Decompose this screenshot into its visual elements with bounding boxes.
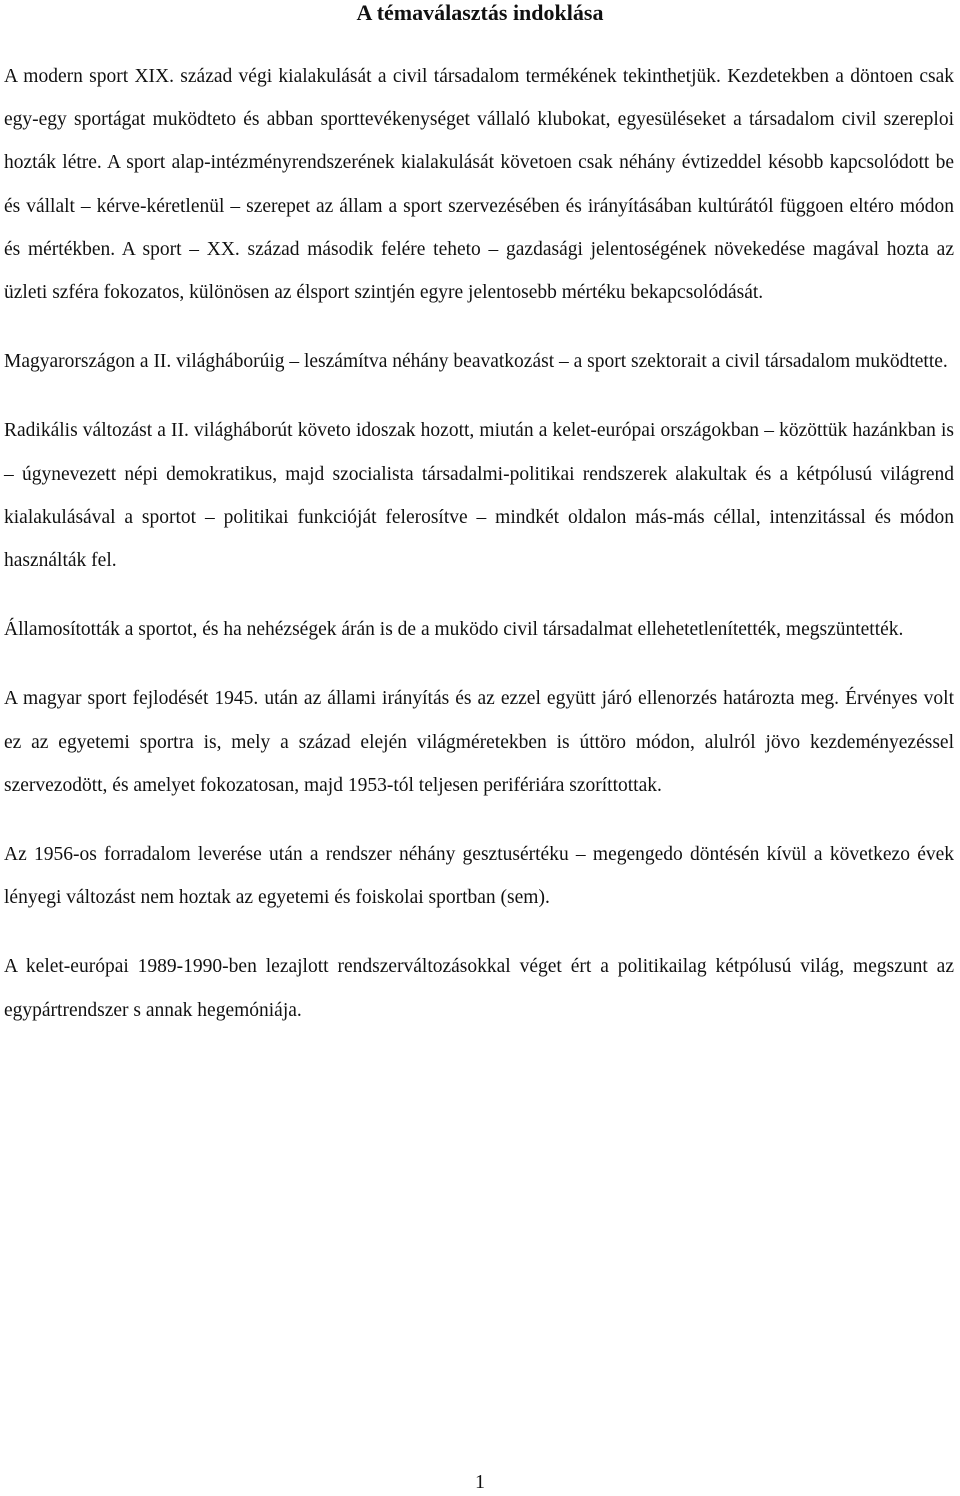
- paragraph-nationalisation: Államosították a sportot, és ha nehézségek árán is de a muködo civil társadalmat ellehetetlenítették, megszüntették.: [4, 619, 904, 641]
- paragraph-hungary-before-ww2: Magyarországon a II. világháborúig – leszámítva néhány beavatkozást – a sport szektorait a civil társadalom muködtette.: [4, 351, 948, 373]
- document-body: [4, 55, 954, 1058]
- paragraph-radical-change: Radikális változást a II. világháborút követo idoszak hozott, miután a kelet-európai országokban – közöttük hazánkban is – úgynevezett népi demokratikus, majd szocialista társadalmi-politikai rendszerek alakultak és a kétpólusú világrend kialakulásával a sportot – politikai funkcióját felerosítve – mindkét oldalon más-más céllal, intenzitással és módon használták fel.: [4, 420, 954, 572]
- document-title: A témaválasztás indoklása: [356, 0, 604, 25]
- paragraph-1956: Az 1956-os forradalom leverése után a rendszer néhány gesztusértéku – megengedo döntésén kívül a következo évek lényegi változást nem hoztak az egyetemi és foiskolai sportban (sem).: [4, 844, 954, 909]
- paragraph-intro: A modern sport XIX. század végi kialakulását a civil társadalom termékének tekinthetjük. Kezdetekben a döntoen csak egy-egy sportágat muködteto és abban sporttevékenységet vállaló klubokat, egyesüléseket a társadalom civil szereploi hozták létre. A sport alap-intézményrendszerének kialakulását követoen csak néhány évtizeddel késobb kapcsolódott be és vállalt – kérve-kéretlenül – szerepet az állam a sport szervezésében és irányításában kultúrától függoen eltéro módon és mértékben. A sport – XX. század második felére teheto – gazdasági jelentoségének növekedése magával hozta az üzleti szféra fokozatos, különösen az élsport szintjén egyre jelentosebb mértéku bekapcsolódását.: [4, 66, 954, 304]
- page-number: 1: [475, 1471, 485, 1493]
- paragraph-regime-change: A kelet-európai 1989-1990-ben lezajlott rendszerváltozásokkal véget ért a politikailag kétpólusú világ, megszunt az egypártrendszer s annak hegemóniája.: [4, 956, 954, 1021]
- paragraph-state-control: A magyar sport fejlodését 1945. után az állami irányítás és az ezzel együtt járó ellenorzés határozta meg. Érvényes volt ez az egyetemi sportra is, mely a század elején világméretekben is úttöro módon, alulról jövo kezdeményezéssel szervezodött, és amelyet fokozatosan, majd 1953-tól teljesen perifériára szoríttottak.: [4, 688, 954, 796]
